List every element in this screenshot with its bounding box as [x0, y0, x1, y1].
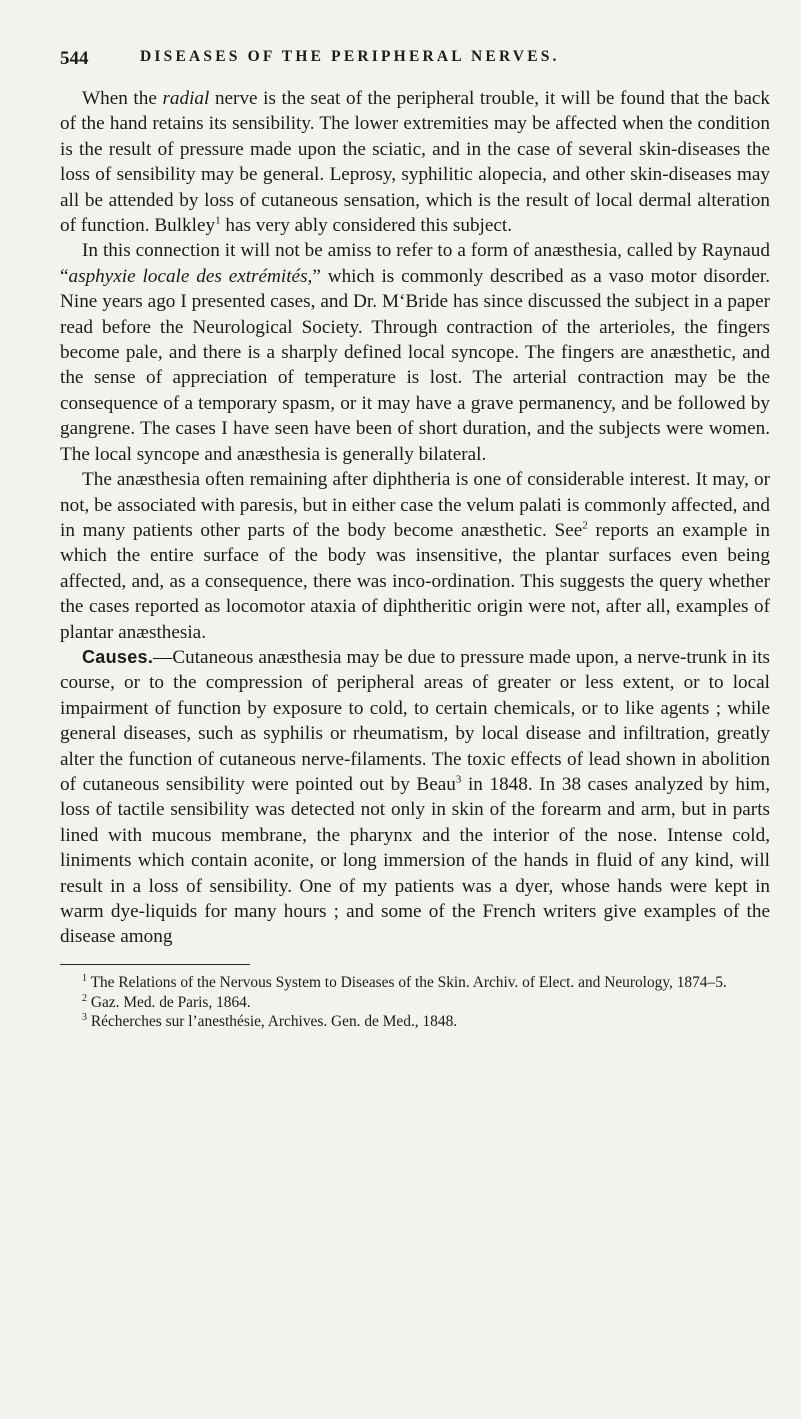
running-head — [60, 44, 770, 80]
text-run: has very ably considered this subject. — [220, 215, 513, 237]
footnote — [60, 1012, 770, 1032]
text-run: In this connection it will not be amiss to refer to a form of anæsthesia, called by Raynaud “ — [60, 240, 770, 287]
text-run: in 1848. In 38 cases analyzed by him, loss of tactile sensibility was detected not only in skin of the forearm and arm, but in parts lined with mucous membrane, the pharynx and the interior of the nose. Intense cold, liniments which contain aconite, or long immersion of the hands in fluid of any kind, will result in a loss of sensibility. One of my patients was a dyer, whose hands were kept in warm dye-liquids for many hours ; and some of the French writers give examples of the disease among — [60, 773, 770, 948]
text-run: The anæsthesia often remaining after diphtheria is one of considerable interest. It may, or not, be associated with paresis, but in either case the velum palati is commonly affected, and in many patients other parts of the body become anæsthetic. See — [60, 469, 770, 541]
italic-term: radial — [162, 88, 210, 109]
italic-term: asphyxie locale des extrémités, — [68, 265, 313, 287]
text-run: ” which is commonly described as a vaso motor disorder. Nine years ago I presented cases, and Dr. M‘Bride has since discussed the subject in a paper read before the Neurological Society. Through contraction of the arterioles, the fingers become pale, and there is a sharply defined local syncope. The fingers are anæsthetic, and the sense of appreciation of temperature is lost. The arterial contraction may be the consequence of a temporary spasm, or it may have a grave permanency, and be followed by gangrene. The cases I have seen have been of short duration, and the subjects were women. The local syncope and anæsthesia is generally bilateral. — [60, 265, 770, 465]
paragraph — [60, 645, 770, 950]
footnote — [60, 993, 770, 1013]
page-number: 544 — [60, 48, 89, 69]
paragraph — [60, 238, 770, 467]
body-text — [60, 86, 770, 950]
text-run: When the — [82, 88, 163, 109]
footnotes — [60, 973, 770, 1032]
paragraph — [60, 86, 770, 238]
text-run: —Cutaneous anæsthesia may be due to pressure made upon, a nerve-trunk in its course, or to the compression of peripheral areas of greater or less extent, or to local impairment of function by exposure to cold, to certain chemicals, or to like agents ; while general diseases, such as syphilis or rheumatism, by local disease and infiltration, greatly alter the function of cutaneous nerve-filaments. The toxic effects of lead shown in abolition of cutaneous sensibility were pointed out by Beau — [60, 646, 770, 795]
text-run: reports an example in which the entire surface of the body was insensitive, the plantar surfaces even being affected, and, as a consequence, there was inco-ordination. This suggests the query whether the cases reported as locomotor ataxia of diphtheritic origin were not, after all, examples of plantar anæsthesia. — [60, 519, 770, 643]
footnote-text: The Relations of the Nervous System to Diseases of the Skin. Archiv. of Elect. and Neurology, 1874–5. — [87, 973, 727, 991]
footnote-mark: 2 — [82, 992, 87, 1004]
section-heading: Causes. — [82, 646, 154, 667]
footnote-mark: 1 — [82, 972, 87, 984]
footnote-text: Récherches sur l’anesthésie, Archives. Gen. de Med., 1848. — [87, 1013, 458, 1031]
paragraph — [60, 467, 770, 645]
footnote — [60, 973, 770, 993]
text-run: nerve is the seat of the peripheral trouble, it will be found that the back of the hand retains its sensibility. The lower extremities may be affected when the condition is the result of pressure made upon the sciatic, and in the case of several skin-diseases the loss of sensibility may be general. Leprosy, syphilitic alopecia, and other skin-diseases may all be attended by loss of cutaneous sensation, which is the result of local dermal alteration of function. Bulkley — [60, 88, 770, 237]
footnote-mark: 3 — [82, 1012, 87, 1024]
footnote-ref: 1 — [215, 214, 221, 227]
footnote-divider — [60, 964, 250, 965]
footnote-ref: 3 — [455, 773, 462, 786]
footnote-text: Gaz. Med. de Paris, 1864. — [87, 993, 251, 1011]
running-title: DISEASES OF THE PERIPHERAL NERVES. — [140, 48, 560, 65]
footnote-ref: 2 — [582, 519, 588, 532]
book-page — [60, 44, 770, 1032]
